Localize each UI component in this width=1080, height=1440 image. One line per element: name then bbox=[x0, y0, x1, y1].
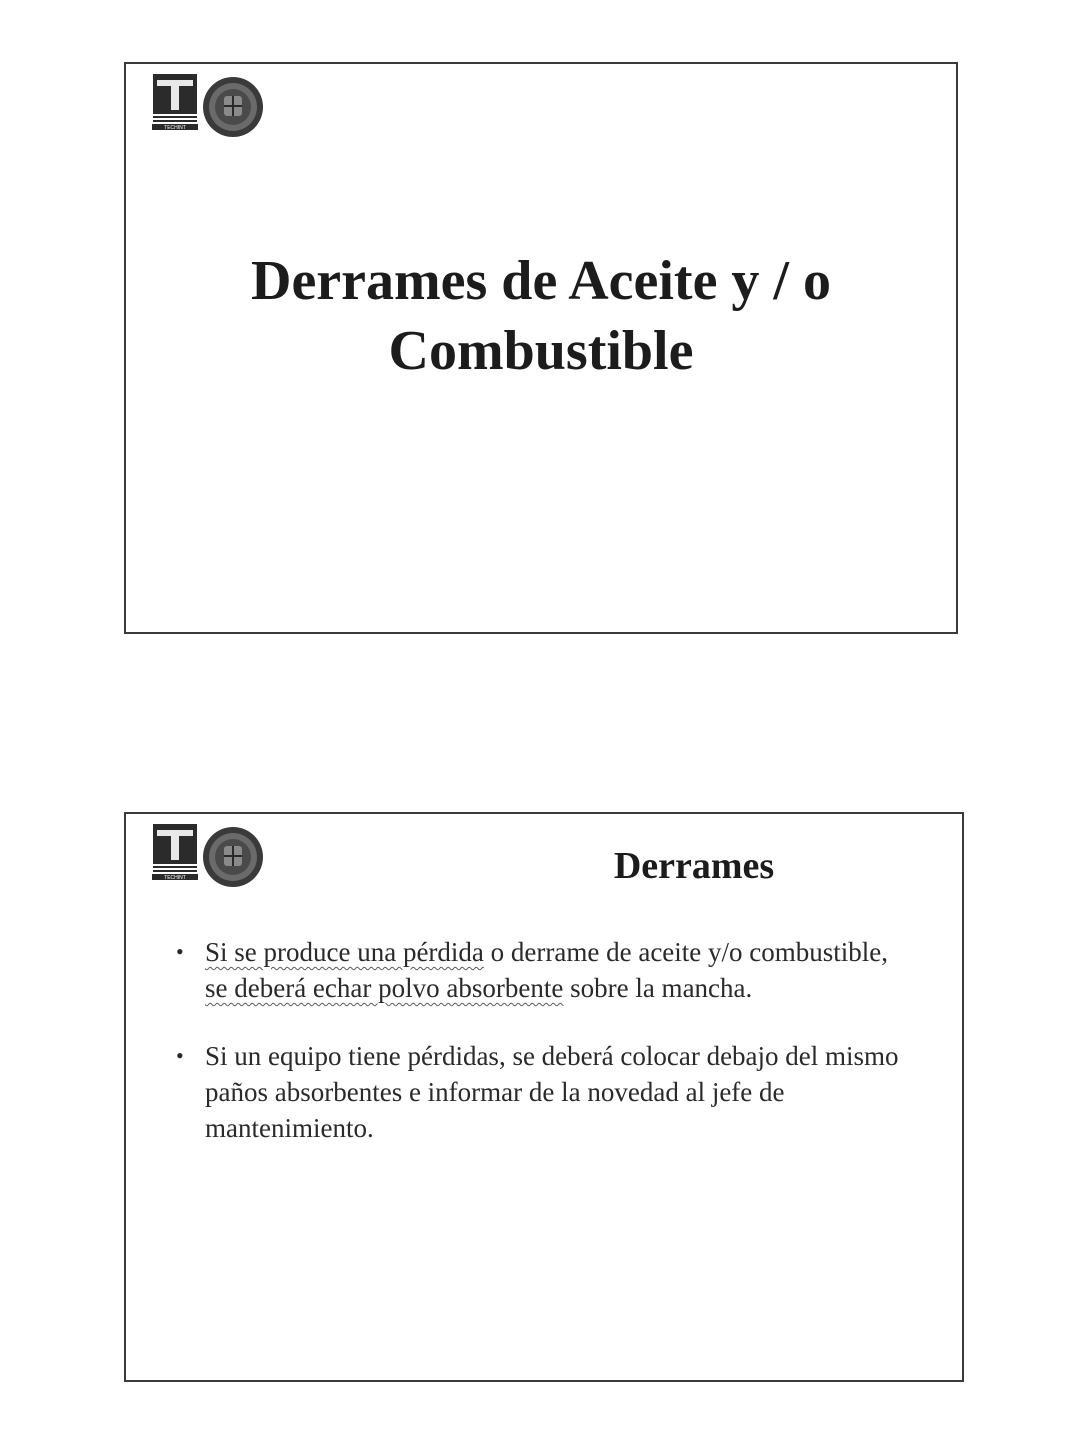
bullet-text: sobre la mancha. bbox=[563, 973, 753, 1003]
cover-title bbox=[126, 246, 956, 386]
cover-title-line: Derrames de Aceite y / o bbox=[251, 250, 831, 312]
logo-group bbox=[152, 822, 268, 888]
svg-text:TECHINT: TECHINT bbox=[164, 125, 186, 130]
underlined-text: se deberá echar polvo absorbente bbox=[205, 973, 564, 1003]
circular-seal-logo bbox=[202, 826, 264, 888]
cover-title-line: Combustible bbox=[388, 320, 694, 382]
techint-t-logo bbox=[152, 822, 198, 880]
bullet-list bbox=[174, 934, 914, 1178]
underlined-text: Si se produce una pérdida bbox=[205, 937, 484, 967]
bullet-item bbox=[174, 1038, 914, 1146]
slide-heading: Derrames bbox=[613, 845, 775, 887]
slide-derrames bbox=[124, 812, 964, 1382]
bullet-icon: • bbox=[176, 939, 184, 964]
slide-cover bbox=[124, 62, 958, 634]
logo-group bbox=[152, 72, 268, 138]
bullet-icon: • bbox=[176, 1043, 184, 1068]
techint-t-logo bbox=[152, 72, 198, 130]
bullet-text: Si un equipo tiene pérdidas, se deberá colocar debajo del mismo paños absorbentes e informar de la novedad al jefe de mantenimiento. bbox=[205, 1041, 899, 1143]
bullet-item bbox=[174, 934, 914, 1006]
circular-seal-logo bbox=[202, 76, 264, 138]
bullet-text: o derrame de aceite y/o combustible, bbox=[483, 937, 889, 967]
svg-text:TECHINT: TECHINT bbox=[164, 875, 186, 880]
